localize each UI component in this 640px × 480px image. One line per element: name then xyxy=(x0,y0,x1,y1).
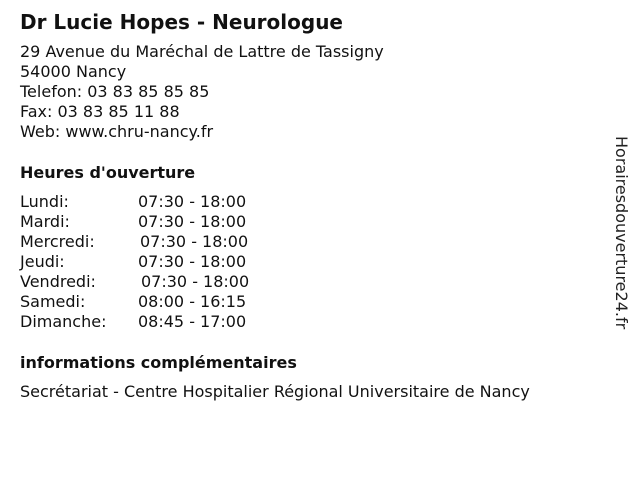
street-address: 29 Avenue du Maréchal de Lattre de Tassigny xyxy=(20,42,384,61)
time-range: 08:45 - 17:00 xyxy=(138,312,247,331)
info-heading: informations complémentaires xyxy=(20,353,297,372)
hours-row-samedi xyxy=(20,292,600,312)
business-card xyxy=(20,10,600,402)
info-text: Secrétariat - Centre Hospitalier Régional Universitaire de Nancy xyxy=(20,382,530,401)
hours-row-dimanche xyxy=(20,312,600,332)
site-watermark xyxy=(610,136,630,346)
city: 54000 Nancy xyxy=(20,62,127,81)
hours-row-mercredi xyxy=(20,232,600,252)
time-range: 08:00 - 16:15 xyxy=(138,292,247,311)
contact-block xyxy=(20,42,600,142)
hours-row-vendredi xyxy=(20,272,600,292)
day-label: Lundi: xyxy=(20,192,69,211)
phone: Telefon: 03 83 85 85 85 xyxy=(20,82,210,101)
hours-row-lundi xyxy=(20,192,600,212)
day-label: Vendredi: xyxy=(20,272,96,291)
time-range: 07:30 - 18:00 xyxy=(138,192,247,211)
hours-row-jeudi xyxy=(20,252,600,272)
time-range: 07:30 - 18:00 xyxy=(141,272,250,291)
hours-table xyxy=(20,192,600,332)
day-label: Mercredi: xyxy=(20,232,95,251)
website: Web: www.chru-nancy.fr xyxy=(20,122,214,141)
time-range: 07:30 - 18:00 xyxy=(138,252,247,271)
day-label: Mardi: xyxy=(20,212,70,231)
hours-row-mardi xyxy=(20,212,600,232)
time-range: 07:30 - 18:00 xyxy=(140,232,249,251)
fax: Fax: 03 83 85 11 88 xyxy=(20,102,180,121)
hours-heading: Heures d'ouverture xyxy=(20,163,196,182)
day-label: Jeudi: xyxy=(20,252,65,271)
day-label: Samedi: xyxy=(20,292,86,311)
day-label: Dimanche: xyxy=(20,312,107,331)
page-title: Dr Lucie Hopes - Neurologue xyxy=(20,10,343,34)
watermark-text: Horairesdouverture24.fr xyxy=(612,136,631,330)
time-range: 07:30 - 18:00 xyxy=(138,212,247,231)
